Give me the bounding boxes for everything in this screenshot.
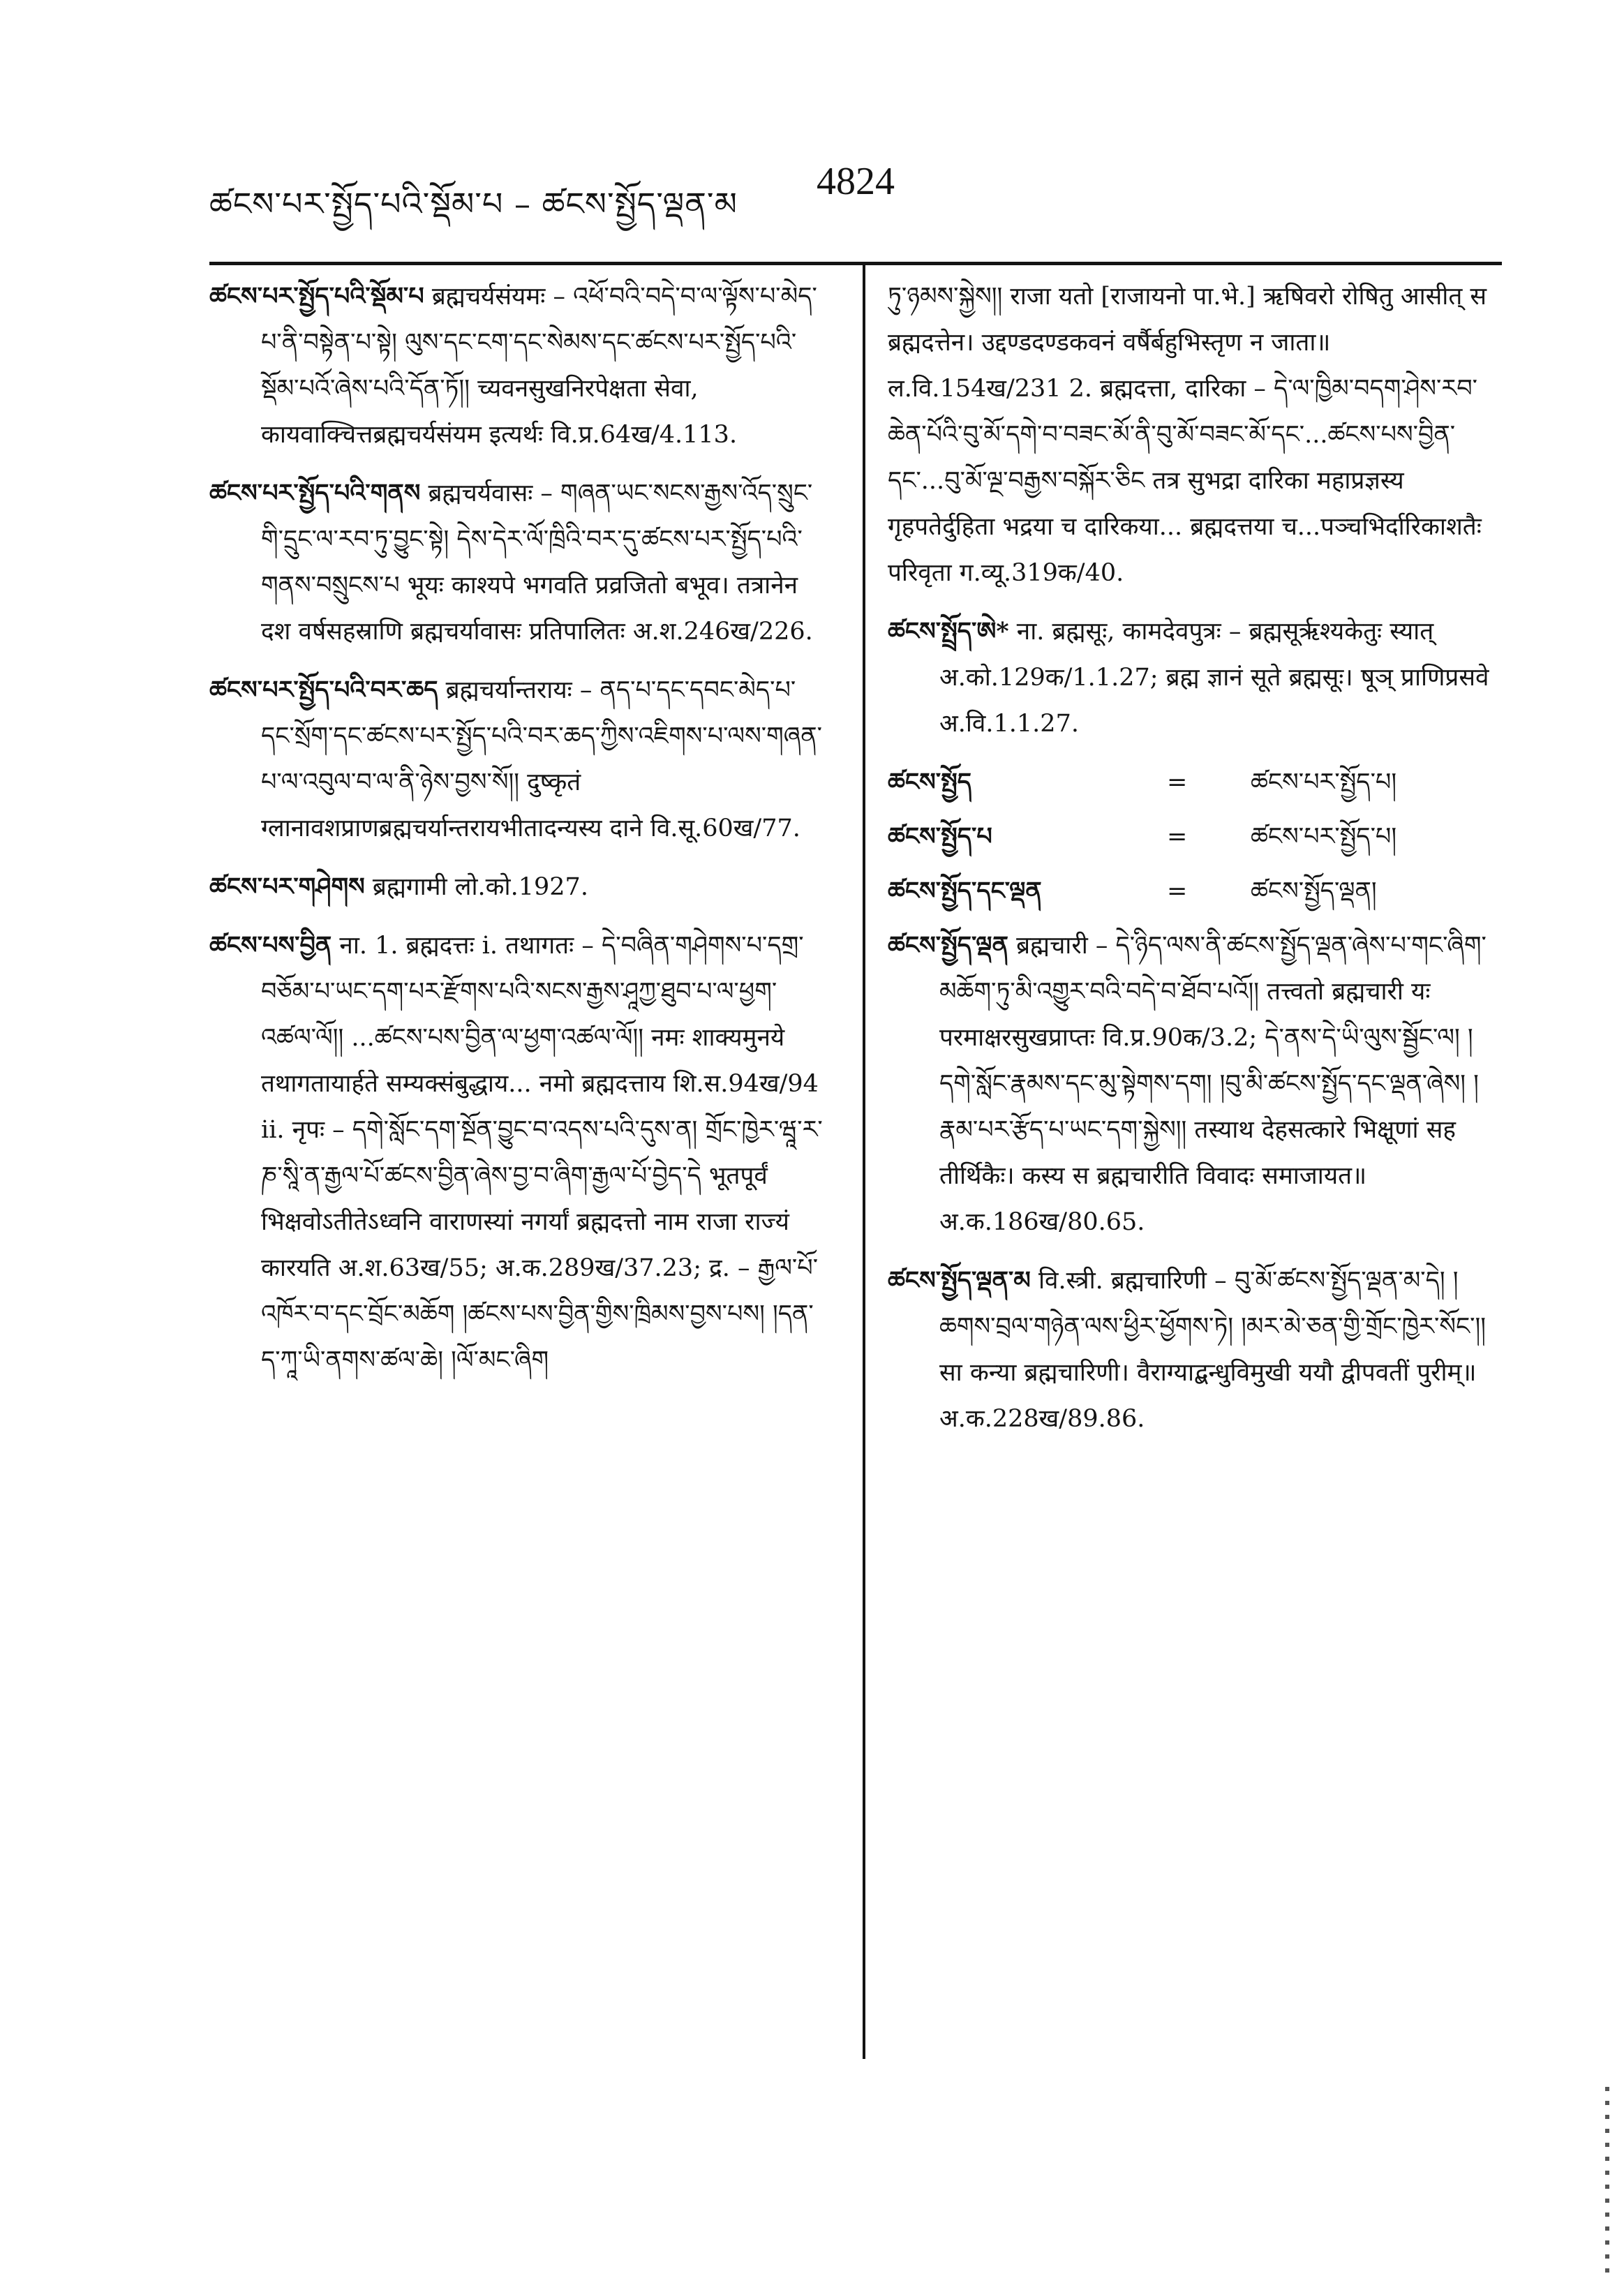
cross-reference-term: ཚངས་སྤྱོད་དང་ལྡན [888,877,1042,905]
dictionary-entry [888,1258,1502,1442]
equals-sign: = [1167,877,1188,905]
entry-text: ब्रह्मचारी – དེ་ཉིད་ལས་ནི་ཚངས་སྤྱོད་ལྡན་ཞེས་པ་གང་ཞིག་མཆོག་ཏུ་མི་འགྱུར་བའི་བདེ་བ་ཐོབ་པའོ།། तत्त्वतो ब्रह्मचारी यः परमाक्षरसुखप्राप्तः वि.प्र.90क/3.2; དེ་ནས་དེ་ཡི་ལུས་སྦྱོང་ལ། །དགེ་སློང་རྣམས་དང་མུ་སྟེགས་དག། །བུ་མི་ཚངས་སྤྱོད་དང་ལྡན་ཞེས། །རྣམ་པར་རྩོད་པ་ཡང་དག་སྐྱེས།། तस्याथ देहसत्कारे भिक्षूणां सह तीर्थिकैः। कस्य स ब्रह्मचारीति विवादः समाजायत॥ अ.क.186ख/80.65. [939,932,1487,1236]
entry-text: ना. ब्रह्मसूः, कामदेवपुत्रः – ब्रह्मसूरृश्यकेतुः स्यात् अ.को.129क/1.1.27; ब्रह्म ज्ञानं सूते ब्रह्मसूः। षूञ् प्राणिप्रसवे अ.वि.1.1.27. [939,618,1489,738]
dictionary-entry [209,864,825,910]
entry-headword: ཚངས་སྤྱོད་ལྡན་མ [888,1266,1031,1295]
scan-edge-marks [1605,2087,1609,2275]
equals-sign: = [1167,768,1188,796]
dictionary-entry [209,470,825,655]
running-head: ཚངས་པར་སྤྱོད་པའི་སྡོམ་པ – ཚངས་སྤྱོད་ལྡན་མ [209,185,738,223]
equals-sign: = [1167,823,1188,851]
entry-text: वि.स्त्री. ब्रह्मचारिणी – བུ་མོ་ཚངས་སྤྱོད་ལྡན་མ་དེ། །ཆགས་བྲལ་གཉེན་ལས་ཕྱིར་ཕྱོགས་ཏེ། །མར་མེ་ཅན་གྱི་གྲོང་ཁྱེར་སོང་།། सा कन्या ब्रह्मचारिणी। वैराग्याद्बन्धुविमुखी ययौ द्वीपवतीं पुरीम्॥ अ.क.228ख/89.86. [939,1267,1487,1433]
cross-reference-row [888,814,1502,860]
entry-text: ཏུ་ཉམས་སྐྱེས།། राजा यतो [राजायनो पा.भे.] ऋषिवरो रोषितु आसीत् स ब्रह्मदत्तेन। उद्दण्डदण्डकवनं वर्षैर्बहुभिस्तृण न जाता॥ ल.वि.154ख/231 2. ब्रह्मदत्ता, दारिका – དེ་ལ་ཁྱིམ་བདག་ཤེས་རབ་ཆེན་པོའི་བུ་མོ་དགེ་བ་བཟང་མོ་ནི་བུ་མོ་བཟང་མོ་དང་...ཚངས་པས་བྱིན་དང་...བུ་མོ་ལྔ་བརྒྱས་བསྐོར་ཅིང तत्र सुभद्रा दारिका महाप्रज्ञस्य गृहपतेर्दुहिता भद्रया च दारिकया... ब्रह्मदत्तया च...पञ्चभिर्दारिकाशतैः परिवृता ग.व्यू.319क/40. [888,283,1487,587]
entry-headword: ཚངས་པར་སྤྱོད་པའི་གནས [209,479,421,507]
cross-reference-term: ཚངས་སྤྱོད [888,768,971,796]
entry-text: ब्रह्मगामी लो.को.1927. [364,873,588,901]
cross-reference-target: ཚངས་པར་སྤྱོད་པ། [1251,823,1397,851]
dictionary-entry [209,667,825,852]
entry-text: ब्रह्मचर्यसंयमः – འཕོ་བའི་བདེ་བ་ལ་ལྟོས་པ་མེད་པ་ནི་བསྟེན་པ་སྟེ། ལུས་དང་ངག་དང་སེམས་དང་ཚངས་པར་སྤྱོད་པའི་སྡོམ་པའོ་ཞེས་པའི་དོན་ཏོ།། च्यवनसुखनिरपेक्षता सेवा, कायवाक्चित्तब्रह्मचर्यसंयम इत्यर्थः वि.प्र.64ख/4.113. [261,283,817,449]
entry-headword: ཚངས་པར་སྤྱོད་པའི་བར་ཆད [209,676,438,704]
entry-headword: ཚངས་པས་བྱིན [209,931,332,960]
dictionary-entry [209,274,825,458]
entry-text: ब्रह्मचर्यान्तरायः – ནད་པ་དང་དབང་མེད་པ་དང་སྲོག་དང་ཚངས་པར་སྤྱོད་པའི་བར་ཆད་ཀྱིས་འཇིགས་པ་ལས་གཞན་པ་ལ་འབུལ་བ་ལ་ནི་ཉེས་བྱས་སོ།། दुष्कृतं ग्लानावशप्राणब्रह्मचर्यान्तरायभीतादन्यस्य दाने वि.सू.60ख/77. [261,676,822,842]
continued-entry [888,274,1502,596]
cross-reference-term: ཚངས་སྤྱོད་པ [888,822,992,851]
entry-text: ब्रह्मचर्यवासः – གཞན་ཡང་སངས་རྒྱས་འོད་སྲུང་གི་དྲུང་ལ་རབ་ཏུ་བྱུང་སྟེ། དེས་དེར་ལོ་ཁྲིའི་བར་དུ་ཚངས་པར་སྤྱོད་པའི་གནས་བསྲུངས་པ भूयः काश्यपे भगवति प्रव्रजितो बभूव। तत्रानेन दश वर्षसहस्राणि ब्रह्मचर्यावासः प्रतिपालितः अ.श.246ख/226. [261,479,813,646]
cross-reference-row [888,868,1502,914]
right-column [888,265,1502,2080]
dictionary-entry [209,923,825,1383]
entry-headword: ཚངས་པར་གཤེགས [209,872,365,901]
cross-reference-row [888,759,1502,805]
dictionary-entry [888,923,1502,1245]
entry-text: ना. 1. ब्रह्मदत्तः i. तथागतः – དེ་བཞིན་གཤེགས་པ་དགྲ་བཅོམ་པ་ཡང་དག་པར་རྫོགས་པའི་སངས་རྒྱས་ཤཱཀྱ་ཐུབ་པ་ལ་ཕྱག་འཚལ་ལོ།། ...ཚངས་པས་བྱིན་ལ་ཕྱག་འཚལ་ལོ།། नमः शाक्यमुनये तथागतायार्हते सम्यक्संबुद्धाय... नमो ब्रह्मदत्ताय शि.स.94ख/94 ii. नृपः – དགེ་སློང་དག་སྔོན་བྱུང་བ་འདས་པའི་དུས་ན། གྲོང་ཁྱེར་ཝཱ་ར་ཎ་སཱི་ན་རྒྱལ་པོ་ཚངས་བྱིན་ཞེས་བྱ་བ་ཞིག་རྒྱལ་པོ་བྱེད་དེ भूतपूर्वं भिक्षवोऽतीतेऽध्वनि वाराणस्यां नगर्यां ब्रह्मदत्तो नाम राजा राज्यं कारयति अ.श.63ख/55; अ.क.289ख/37.23; द्र. – རྒྱལ་པོ་འཁོར་བ་དང་བྲོང་མཆོག །ཚངས་པས་བྱིན་གྱིས་ཁྲིམས་བྱས་པས། །དན་ད་ཀཱ་ཡི་ནགས་ཚལ་ཆེ། །ལོ་མང་ཞིག [261,932,823,1374]
cross-reference-target: ཚངས་སྤྱོད་ལྡན། [1251,877,1377,905]
entry-headword: ཚངས་པར་སྤྱོད་པའི་སྡོམ་པ [209,282,424,311]
page-header [209,155,1595,223]
cross-reference-target: ཚངས་པར་སྤྱོད་པ། [1251,768,1397,796]
entry-headword: ཚངས་སྤྲོད་ཨེ* [888,617,1009,646]
page-number: 4824 [817,160,895,203]
dictionary-entry [888,609,1502,747]
left-column [209,265,825,2080]
column-divider [863,265,865,2059]
entry-headword: ཚངས་སྤྱོད་ལྡན [888,931,1008,960]
